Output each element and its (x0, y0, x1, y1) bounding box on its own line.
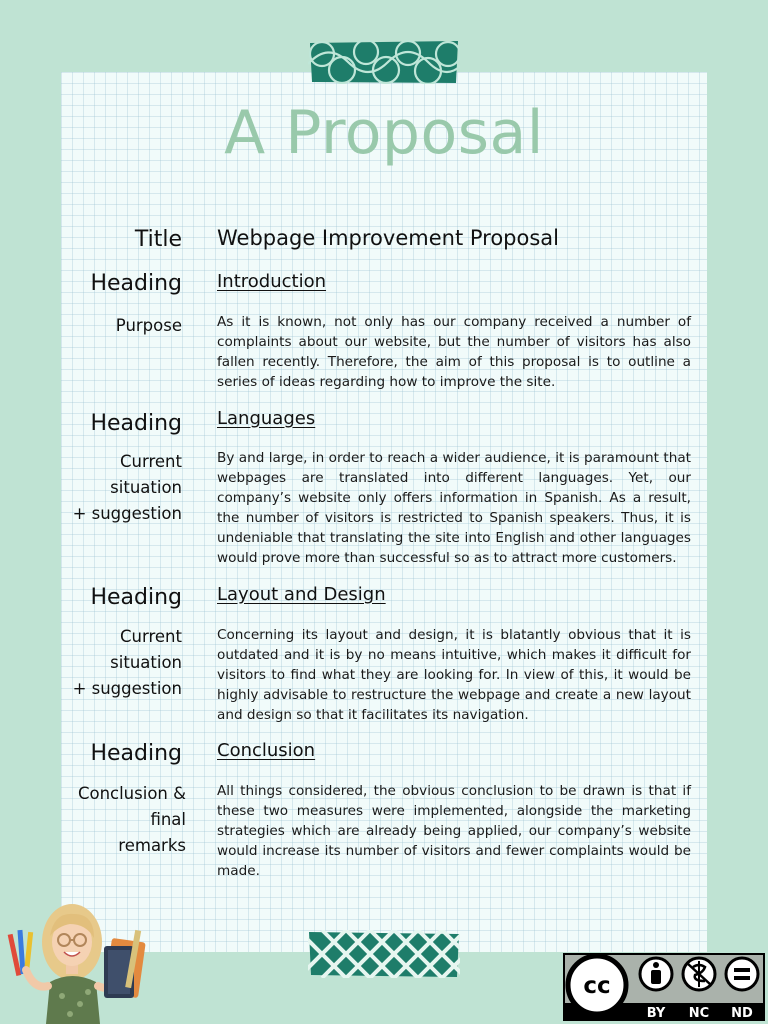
cc-badge-text: cc (583, 973, 611, 999)
section-text-conclusion: All things considered, the obvious conclusion to be drawn is that if these two measures were implemented, alongside the marketing strategies which are already being applied, our company’s website would increase its number of visitors and fewer complaints would be made. (217, 783, 691, 879)
section-text-introduction: As it is known, not only has our company received a number of complaints about our website, but the number of visitors has also fallen recently. Therefore, the aim of this proposal is to outline a series of ideas regarding how to improve the site. (217, 314, 691, 390)
label-conclusion: Conclusion & final remarks (77, 784, 186, 855)
teacher-avatar-illustration (4, 900, 154, 1024)
washi-tape-top (308, 40, 460, 84)
section-heading-introduction: Introduction (217, 271, 327, 292)
washi-tape-bottom (308, 930, 460, 978)
label-heading-languages: Heading (90, 411, 182, 436)
creative-commons-license-badge (563, 953, 765, 1021)
license-label-nc: NC (688, 1006, 710, 1021)
by-icon (640, 958, 672, 990)
section-text-languages: By and large, in order to reach a wider audience, it is paramount that webpages are translated into different languages. Yet, our company’s website only offers information in Spanish. As a result, the number of visitors is restricted to Spanish speakers. Thus, it is undeniable that translating the site into English and other languages would prove more than successful so as to attract more customers. (217, 450, 691, 566)
label-heading-layout: Heading (90, 585, 182, 610)
document-title: Webpage Improvement Proposal (217, 226, 559, 250)
nd-icon (726, 958, 758, 990)
page-title: A Proposal (224, 98, 544, 168)
nc-icon (683, 958, 715, 990)
label-purpose: Purpose (115, 316, 182, 335)
section-heading-conclusion: Conclusion (217, 740, 316, 761)
label-title: Title (134, 227, 182, 252)
label-situation-languages: Current situation + suggestion (72, 452, 182, 523)
section-text-layout: Concerning its layout and design, it is blatantly obvious that it is outdated and it is by no means intuitive, which makes it difficult for visitors to find what they are looking for. In view of this, it would be highly advisable to restructure the webpage and create a new layout and design so that it facilitates its navigation. (217, 627, 691, 723)
license-label-by: BY (646, 1006, 666, 1021)
license-label-nd: ND (731, 1006, 753, 1021)
label-situation-layout: Current situation + suggestion (72, 627, 182, 698)
section-heading-languages: Languages (217, 408, 316, 429)
label-heading-conclusion: Heading (90, 741, 182, 766)
cc-icon (568, 956, 626, 1014)
label-heading-intro: Heading (90, 271, 182, 296)
section-heading-layout: Layout and Design (217, 584, 386, 605)
